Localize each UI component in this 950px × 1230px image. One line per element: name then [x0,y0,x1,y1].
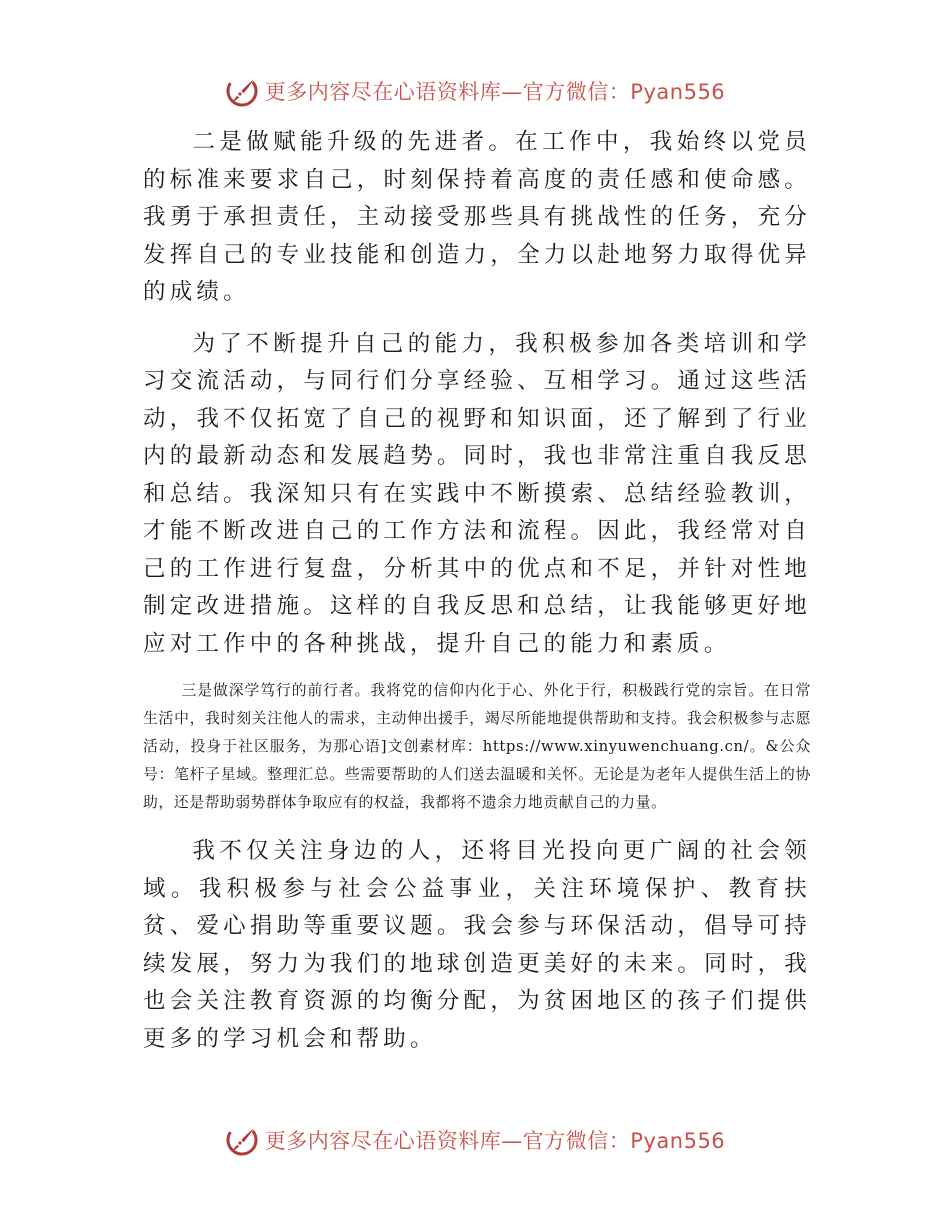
quill-seal-icon [225,1123,259,1157]
banner-text: 更多内容尽在心语资料库—官方微信：Pyan556 [264,1129,726,1153]
document-body [143,124,811,1072]
paragraph-4: 我不仅关注身边的人，还将目光投向更广阔的社会领域。我积极参与社会公益事业，关注环境保护、教育扶贫、爱心捐助等重要议题。我会参与环保活动，倡导可持续发展，努力为我们的地球创造更美好的未来。同时，我也会关注教育资源的均衡分配，为贫困地区的孩子们提供更多的学习机会和帮助。 [143,838,811,1052]
footer-banner [0,1118,950,1162]
banner-text: 更多内容尽在心语资料库—官方微信：Pyan556 [264,80,726,104]
paragraph-3: 三是做深学笃行的前行者。我将党的信仰内化于心、外化于行，积极践行党的宗旨。在日常生活中，我时刻关注他人的需求，主动伸出援手，竭尽所能地提供帮助和支持。我会积极参与志愿活动，投身于社区服务，为那心语]文创素材库：https://www.xinyuwenchuang.cn/。&公众号：笔杆子星域。整理汇总。些需要帮助的人们送去温暖和关怀。无论是为老年人提供生活上的协助，还是帮助弱势群体争取应有的权益，我都将不遗余力地贡献自己的力量。 [143,682,811,811]
quill-seal-icon [225,74,259,108]
paragraph-2: 为了不断提升自己的能力，我积极参加各类培训和学习交流活动，与同行们分享经验、互相学习。通过这些活动，我不仅拓宽了自己的视野和知识面，还了解到了行业内的最新动态和发展趋势。同时，我也非常注重自我反思和总结。我深知只有在实践中不断摸索、总结经验教训，才能不断改进自己的工作方法和流程。因此，我经常对自己的工作进行复盘，分析其中的优点和不足，并针对性地制定改进措施。这样的自我反思和总结，让我能够更好地应对工作中的各种挑战，提升自己的能力和素质。 [143,330,811,657]
paragraph-1: 二是做赋能升级的先进者。在工作中，我始终以党员的标准来要求自己，时刻保持着高度的责任感和使命感。我勇于承担责任，主动接受那些具有挑战性的任务，充分发挥自己的专业技能和创造力，全力以赴地努力取得优异的成绩。 [143,129,811,305]
header-banner [0,69,950,113]
